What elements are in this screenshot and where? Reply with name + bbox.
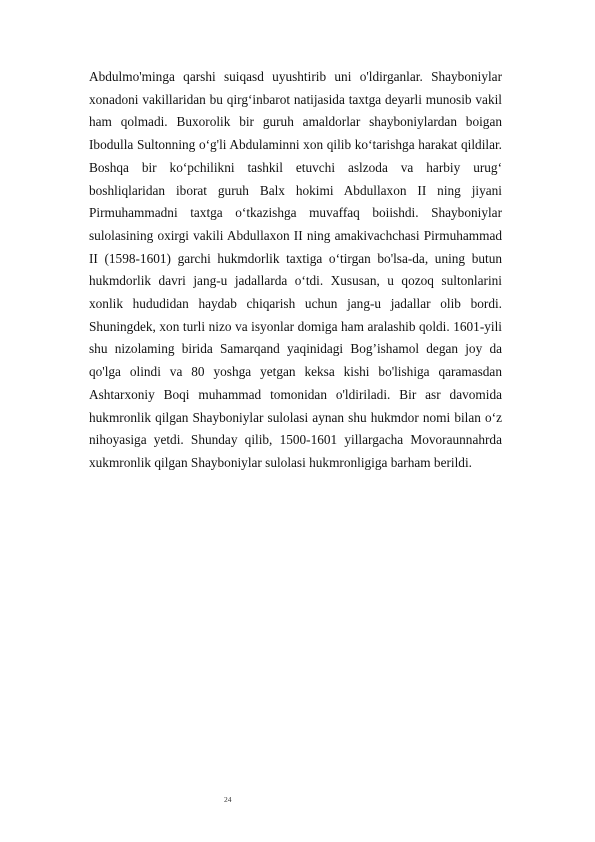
body-text xyxy=(89,66,502,475)
page-number: 24 xyxy=(224,795,232,804)
paragraph: Abdulmo'minga qarshi suiqasd uyushtirib uni o'ldirganlar. Shayboniylar xonadoni vakillaridan bu qirg‘inbarot natijasida taxtga deyarli munosib vakil ham qolmadi. Buxorolik bir guruh amaldorlar shayboniylardan boigan Ibodulla Sultonning o‘g'li Abdulaminni xon qilib ko‘tarishga harakat qildilar. Boshqa bir ko‘pchilikni tashkil etuvchi aslzoda va harbiy urug‘ boshliqlaridan iborat guruh Balx hokimi Abdullaxon II ning jiyani Pirmuhammadni taxtga o‘tkazishga muvaffaq boiishdi. Shayboniylar sulolasining oxirgi vakili Abdullaxon II ning amakivachchasi Pirmuhammad II (1598-1601) garchi hukmdorlik taxtiga o‘tirgan bo'lsa-da, uning butun hukmdorlik davri jang-u jadallarda o‘tdi. Xususan, u qozoq sultonlarini xonlik hududidan haydab chiqarish uchun jang-u jadallar olib bordi. Shuningdek, xon turli nizo va isyonlar domiga ham aralashib qoldi. 1601-yili shu nizolaming birida Samarqand yaqinidagi Bog’ishamol degan joy da qo'lga olindi va 80 yoshga yetgan keksa kishi bo'lishiga qaramasdan Ashtarxoniy Boqi muhammad tomonidan o'ldiriladi. Bir asr davomida hukmronlik qilgan Shayboniylar sulolasi aynan shu hukmdor nomi bilan o‘z nihoyasiga yetdi. Shunday qilib, 1500-1601 yillargacha Movoraunnahrda xukmronlik qilgan Shayboniylar sulolasi hukmronligiga barham berildi. xyxy=(89,69,502,470)
